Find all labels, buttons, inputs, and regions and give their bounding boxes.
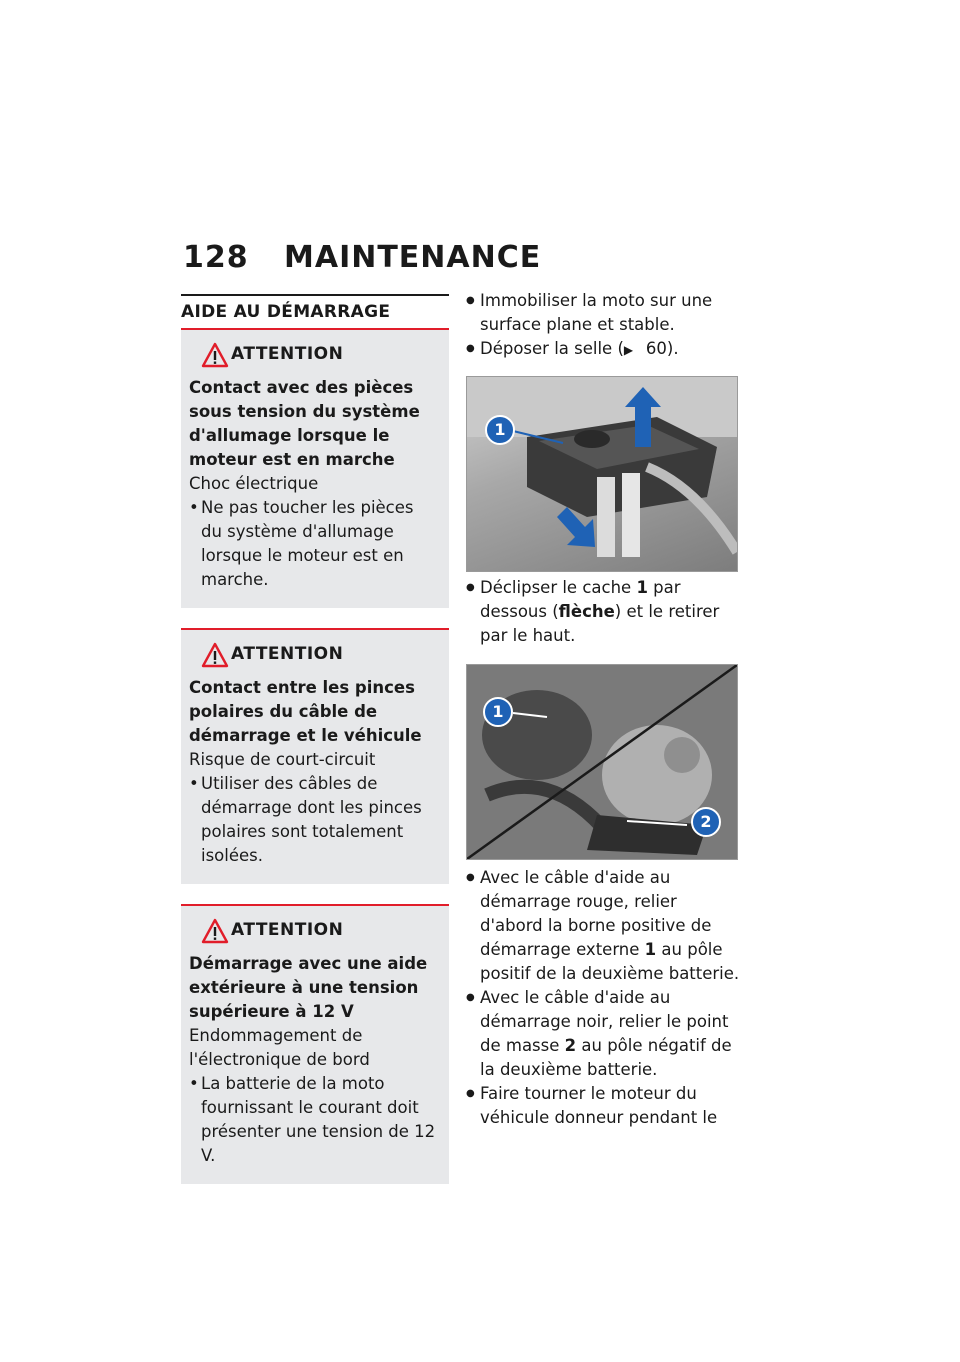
warning-label: ATTENTION xyxy=(231,920,344,940)
step-item xyxy=(466,1082,742,1130)
page-number: 128 xyxy=(183,240,249,275)
section-title: AIDE AU DÉMARRAGE xyxy=(181,294,449,328)
step-item xyxy=(466,576,742,648)
warning-triangle-icon xyxy=(201,642,229,668)
warning-header xyxy=(189,340,439,376)
step-text: ) et le retirer par le haut. xyxy=(480,602,720,645)
warning-header xyxy=(189,640,439,676)
callout-2: 2 xyxy=(691,807,721,837)
warning-title: Contact avec des pièces sous tension du système d'allumage lorsque le moteur est en marche xyxy=(189,378,420,469)
step-item xyxy=(466,866,742,986)
step-callout-number: 1 xyxy=(644,940,657,959)
steps-top xyxy=(466,289,742,362)
step-text: Déposer la selle ( xyxy=(480,339,624,358)
warning-box-1 xyxy=(181,328,449,608)
left-column xyxy=(181,294,449,1184)
callout-1: 1 xyxy=(483,697,513,727)
warning-label: ATTENTION xyxy=(231,344,344,364)
right-column xyxy=(466,289,742,1130)
battery-connection-illustration xyxy=(466,664,738,860)
page-header xyxy=(183,240,743,280)
warning-measure: • Utiliser des câbles de démarrage dont les pinces polaires sont totalement isolées. xyxy=(189,772,439,868)
steps-bottom xyxy=(466,866,742,1130)
page-reference-arrow-icon: ▶ xyxy=(623,343,634,357)
warning-measures xyxy=(189,496,439,592)
warning-title: Démarrage avec une aide extérieure à une tension supérieure à 12 V xyxy=(189,954,428,1021)
step-text: Déclipser le cache xyxy=(480,578,637,597)
callout-1: 1 xyxy=(485,415,515,445)
warning-box-2 xyxy=(181,628,449,884)
cover-removal-drawing xyxy=(467,377,737,571)
warning-measure: • La batterie de la moto fournissant le courant doit présenter une tension de 12 V. xyxy=(189,1072,439,1168)
step-text: Avec le câble d'aide au démarrage rouge, relier d'abord la borne positive de démarrage externe xyxy=(480,868,712,959)
warning-risk: Choc électrique xyxy=(189,474,319,493)
step-item xyxy=(466,986,742,1082)
chapter-title: MAINTENANCE xyxy=(284,240,542,275)
step-callout-number: 1 xyxy=(636,578,648,597)
step-text: au pôle négatif de la deuxième batterie. xyxy=(480,1036,732,1079)
step-text: par dessous ( xyxy=(480,578,681,621)
step-text: Avec le câble d'aide au démarrage noir, relier le point de masse xyxy=(480,988,729,1055)
warning-measures xyxy=(189,772,439,868)
steps-middle xyxy=(466,576,742,648)
step-text: ). xyxy=(666,339,679,358)
step-item: ● Immobiliser la moto sur une surface plane et stable. xyxy=(466,289,742,337)
warning-label: ATTENTION xyxy=(231,644,344,664)
warning-triangle-icon xyxy=(201,918,229,944)
warning-box-3 xyxy=(181,904,449,1184)
warning-header xyxy=(189,916,439,952)
step-emphasis: flèche xyxy=(558,602,615,621)
warning-triangle-icon xyxy=(201,342,229,368)
warning-risk: Endommagement de l'électronique de bord xyxy=(189,1026,370,1069)
page-reference[interactable]: 60 xyxy=(645,339,667,358)
step-text: Faire tourner le moteur du véhicule donneur pendant le xyxy=(480,1084,718,1127)
step-callout-number: 2 xyxy=(564,1036,577,1055)
warning-measures xyxy=(189,1072,439,1168)
seat-cover-illustration xyxy=(466,376,738,572)
warning-measure: • Ne pas toucher les pièces du système d'allumage lorsque le moteur est en marche. xyxy=(189,496,439,592)
step-item xyxy=(466,337,742,362)
warning-title: Contact entre les pinces polaires du câble de démarrage et le véhicule xyxy=(189,678,422,745)
step-text: au pôle positif de la deuxième batterie. xyxy=(480,940,740,983)
warning-risk: Risque de court-circuit xyxy=(189,750,376,769)
